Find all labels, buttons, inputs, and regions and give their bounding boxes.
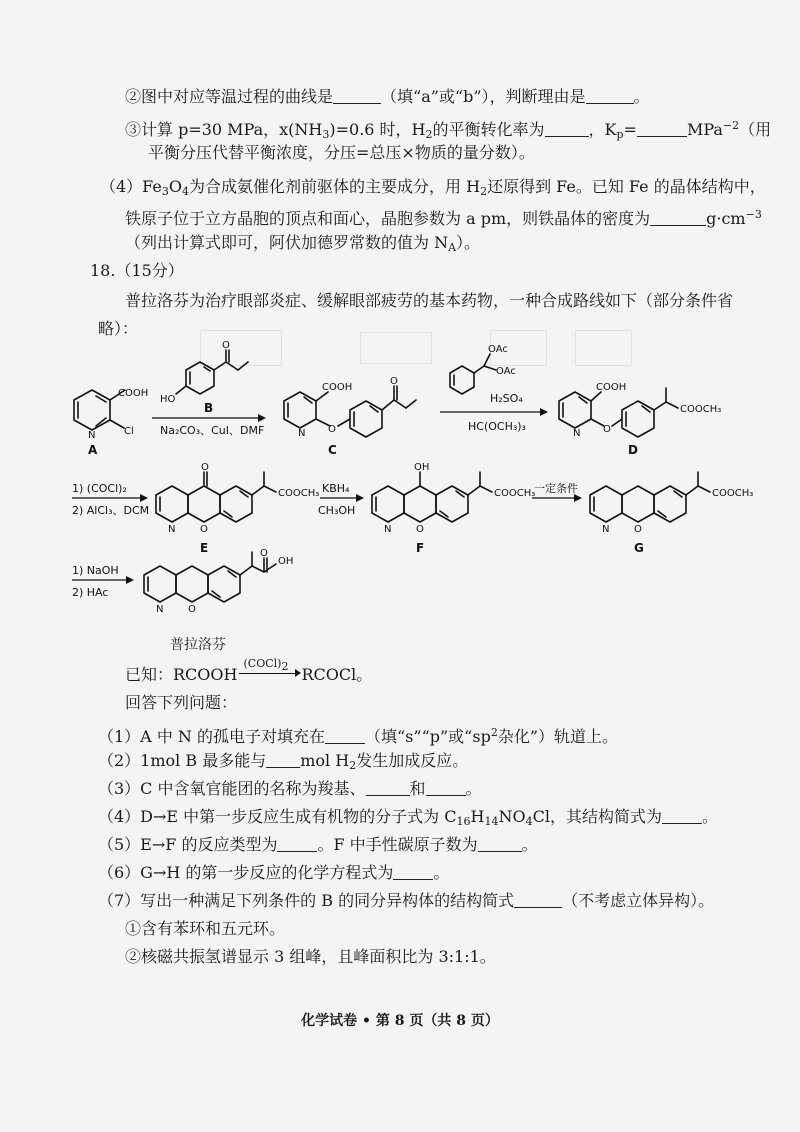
compound-pranoprofen [144, 548, 293, 615]
atom-label: COOCH₃ [494, 488, 536, 499]
atom-label: O [200, 524, 208, 535]
reagent-e-to-f: KBH₄ [322, 482, 350, 495]
answer-blank[interactable] [514, 891, 562, 908]
answer-blank[interactable] [333, 87, 381, 104]
atom-label: N [88, 430, 96, 441]
line-isothermal-question: ②图中对应等温过程的曲线是 （填“a”或“b”），判断理由是 。 [125, 87, 650, 106]
atom-label: N [156, 604, 164, 615]
atom-label: O [222, 340, 230, 351]
compound-d [559, 382, 721, 457]
reagent-a-to-c: Na₂CO₃、CuI、DMF [160, 424, 265, 437]
reagent-e-to-f: CH₃OH [318, 504, 356, 517]
arrow-f-to-g [532, 481, 582, 502]
label-g: G [634, 541, 644, 555]
atom-label: O [603, 424, 611, 435]
question-18-intro-cont: 略）： [98, 319, 139, 338]
atom-label: O [416, 524, 424, 535]
label-b: B [204, 401, 214, 415]
question-3: （3）C 中含氧官能团的名称为羧基、 和 。 [98, 779, 482, 798]
arrow-e-to-f [318, 482, 364, 517]
atom-label: COOCH₃ [278, 488, 320, 499]
question-7: （7）写出一种满足下列条件的 B 的同分异构体的结构简式 （不考虑立体异构）。 [98, 891, 715, 910]
atom-label: O [634, 524, 642, 535]
condition-2: ②核磁共振氢谱显示 3 组峰，且峰面积比为 3:1:1。 [125, 947, 496, 966]
answer-blank[interactable] [366, 779, 410, 796]
product-name: 普拉洛芬 [170, 637, 226, 653]
reagent-c-to-d: HC(OCH₃)₃ [468, 420, 526, 433]
known-reaction: 已知：RCOOH (COCl)2 RCOCl。 [125, 657, 373, 684]
reagent-g-to-h: 2) HAc [72, 586, 109, 599]
reagent-c-to-d: H₂SO₄ [490, 392, 523, 405]
answer-blank[interactable] [586, 87, 634, 104]
arrow-g-to-h [72, 564, 134, 599]
atom-label: N [602, 524, 610, 535]
compound-a [74, 388, 148, 457]
question-18-heading: 18.（15分） [90, 261, 184, 280]
question-18-intro: 普拉洛芬为治疗眼部炎症、缓解眼部疲劳的基本药物，一种合成路线如下（部分条件省 [125, 291, 734, 310]
question-2: （2）1mol B 最多能与 mol $H_2$发生加成反应。 [98, 751, 469, 772]
label-e: E [200, 541, 209, 555]
atom-label: OAc [488, 344, 508, 355]
label-c: C [328, 443, 337, 457]
condition-1: ①含有苯环和五元环。 [125, 919, 286, 938]
answer-blank[interactable] [393, 863, 433, 880]
atom-label: OH [414, 462, 430, 473]
compound-e [156, 462, 319, 555]
label-a: A [88, 443, 98, 457]
line-conversion-question: ③计算 p=30 MPa，$x(NH_3)=0.6$ 时，$H_2$的平衡转化率为 ，$K_p= MPa^{-2}$（用 [125, 119, 772, 141]
answer-blank[interactable] [478, 835, 522, 852]
question-4: （4）D→E 中第一步反应生成有机物的分子式为 $C_{16}H_{14}NO_4Cl$，其结构简式为 。 [98, 807, 718, 828]
atom-label: O [390, 376, 398, 387]
reagent-d-to-e: 2) AlCl₃、DCM [72, 504, 150, 517]
label-f: F [416, 541, 425, 555]
line-partial-pressure-note: 平衡分压代替平衡浓度，分压=总压×物质的量分数）。 [148, 143, 535, 162]
arrow-c-to-d [440, 344, 548, 433]
reagent-f-to-g: 一定条件 [534, 482, 578, 495]
atom-label: HO [160, 394, 176, 405]
atom-label: COOH [118, 388, 149, 399]
line-density-question: 铁原子位于立方晶胞的顶点和面心，晶胞参数为 a pm，则铁晶体的密度为 $g\cdot cm^{-3}$ [125, 208, 762, 228]
answer-blank[interactable] [325, 727, 365, 744]
answer-blank[interactable] [545, 120, 589, 137]
atom-label: OH [278, 556, 294, 567]
arrow-a-to-c [152, 340, 266, 437]
atom-label: COOH [596, 382, 627, 393]
question-5: （5）E→F 的反应类型为 。F 中手性碳原子数为 。 [98, 835, 538, 854]
question-1: （1）A 中 N 的孤电子对填充在 （填“s”“p”或“$sp^2$杂化”）轨道上。 [98, 726, 618, 746]
atom-label: COOH [322, 382, 353, 393]
atom-label: O [260, 548, 268, 559]
known-arrow: (COCl)2 [237, 665, 301, 681]
reagent-d-to-e: 1) (COCl)₂ [72, 482, 127, 495]
line-avogadro-note: （列出计算式即可，阿伏加德罗常数的值为 $N_A$）。 [125, 233, 481, 254]
atom-label: N [168, 524, 176, 535]
atom-label: O [201, 462, 209, 473]
answer-blank[interactable] [266, 751, 300, 768]
answer-blank[interactable] [650, 209, 706, 226]
label-d: D [628, 443, 638, 457]
compound-c [284, 376, 416, 457]
reagent-g-to-h: 1) NaOH [72, 564, 119, 577]
compound-f [372, 462, 535, 555]
line-q4-fe3o4: $(4)Fe_3O_4$为合成氨催化剂前驱体的主要成分，用 $H_2$还原得到 Fe。已知 Fe 的晶体结构中， [100, 177, 766, 198]
atom-label: N [384, 524, 392, 535]
compound-g [590, 472, 753, 555]
question-6: （6）G→H 的第一步反应的化学方程式为 。 [98, 863, 450, 882]
atom-label: COOCH₃ [712, 488, 754, 499]
atom-label: O [328, 424, 336, 435]
answer-blank[interactable] [637, 120, 687, 137]
arrow-d-to-e [72, 482, 149, 517]
atom-label: COOCH₃ [680, 404, 722, 415]
atom-label: O [188, 604, 196, 615]
atom-label: N [298, 428, 306, 439]
synthesis-scheme [0, 340, 800, 650]
answer-blank[interactable] [426, 779, 466, 796]
answer-blank[interactable] [277, 835, 317, 852]
answer-intro: 回答下列问题： [125, 693, 238, 712]
page-footer: 化学试卷 • 第 8 页（共 8 页） [301, 1013, 499, 1029]
answer-blank[interactable] [662, 807, 702, 824]
atom-label: OAc [496, 366, 516, 377]
atom-label: Cl [124, 426, 134, 437]
atom-label: N [573, 428, 581, 439]
